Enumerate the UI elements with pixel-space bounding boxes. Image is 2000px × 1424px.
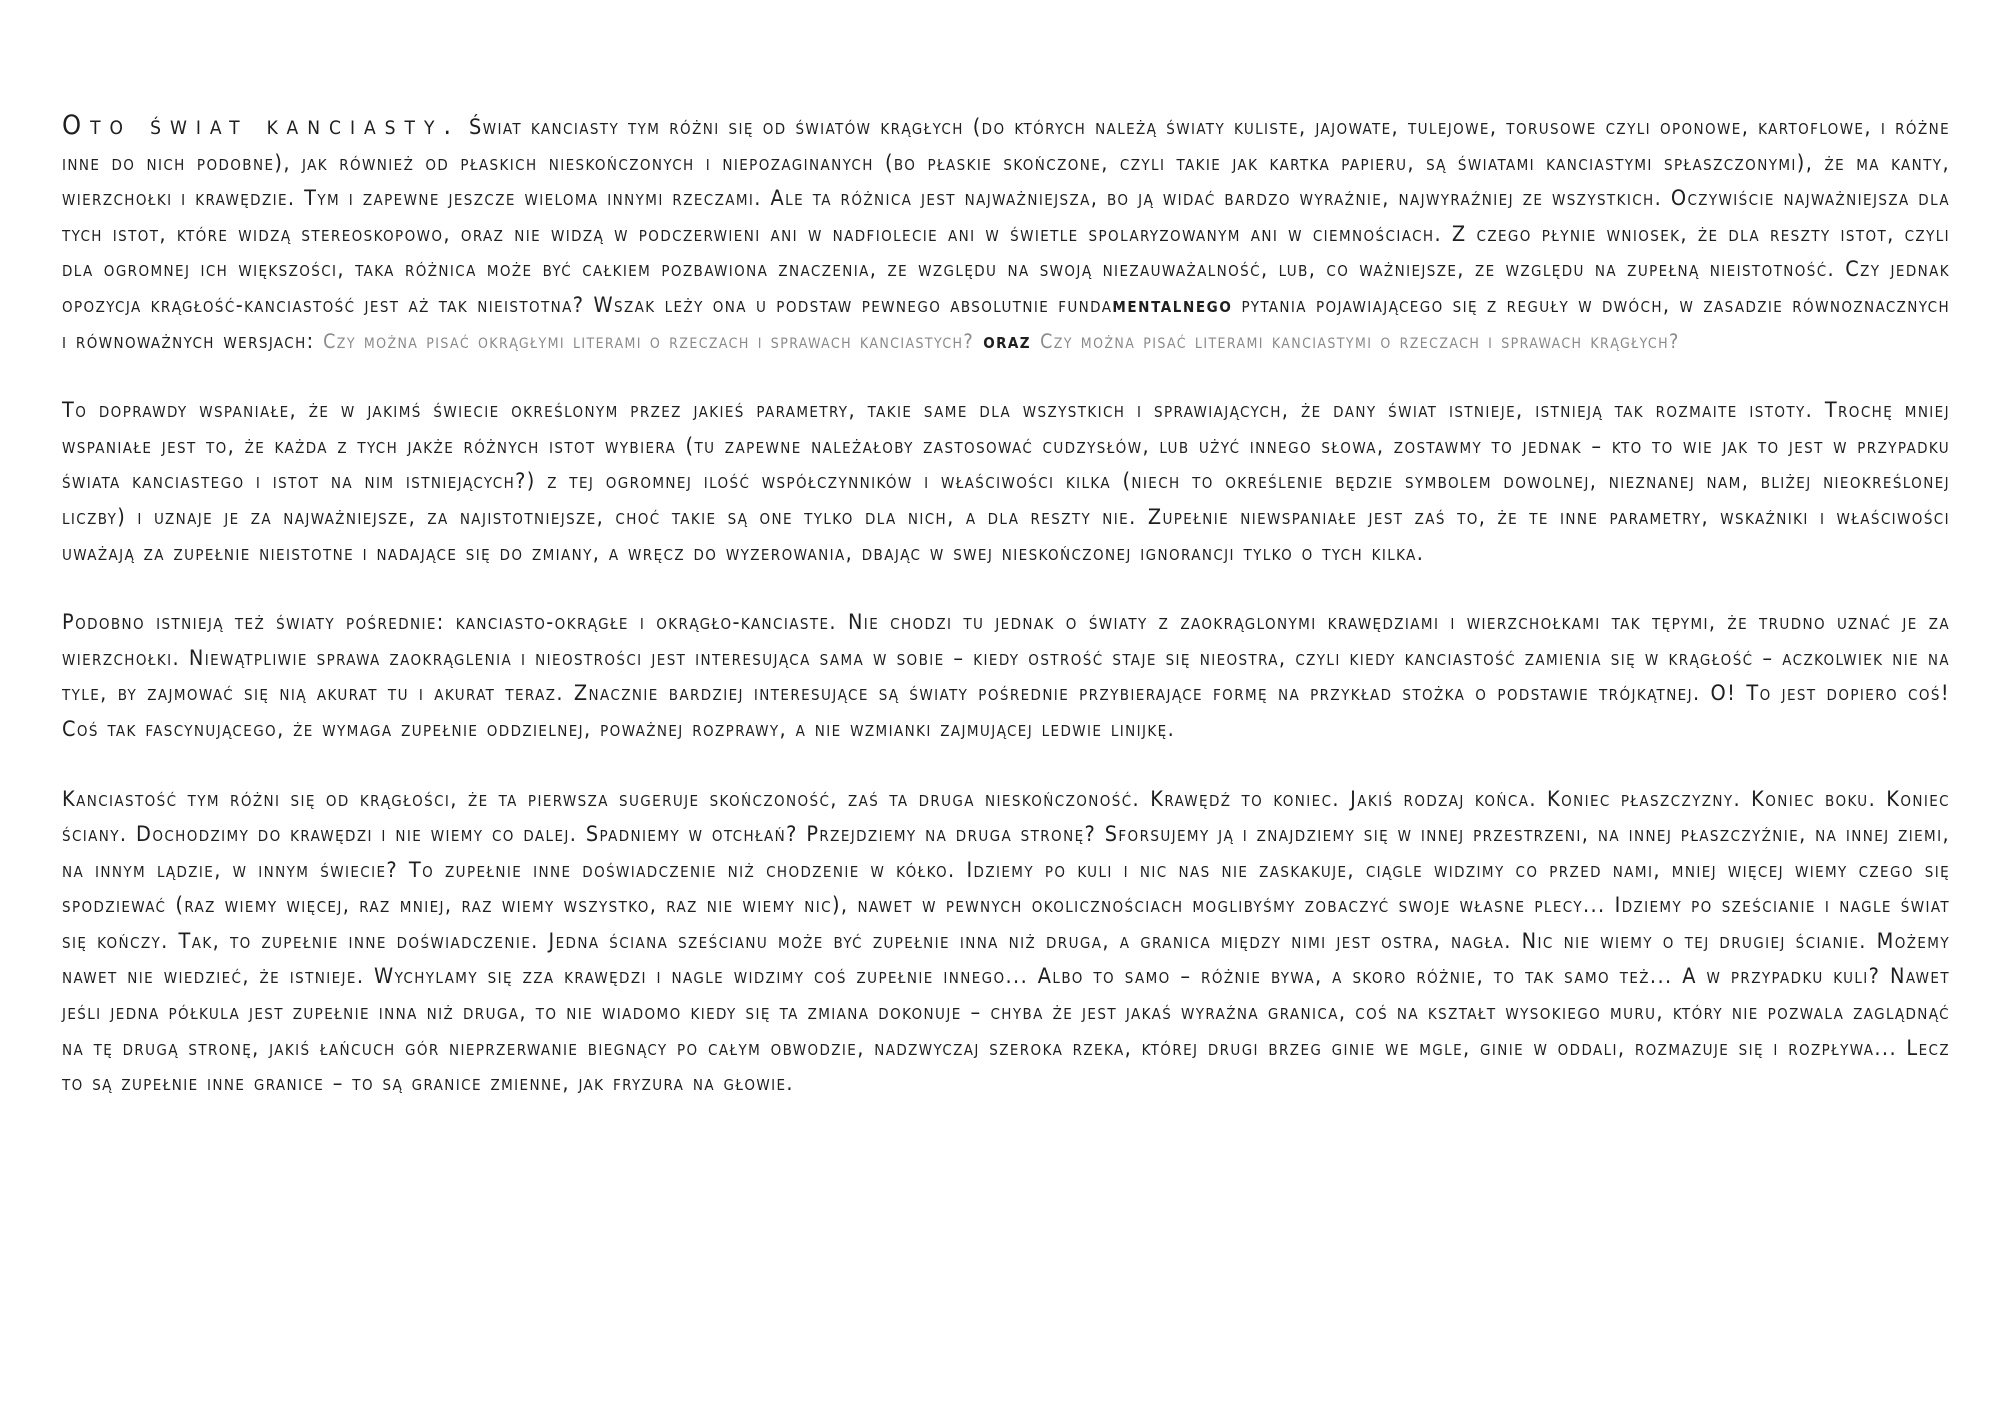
- paragraph-1-text-b: pytania pojawiającego się z reguły w dwóch, w zasadzie równoznacznych i równoważnych wersjach:: [62, 292, 1950, 354]
- document-page: [62, 108, 1950, 1136]
- question-connector: oraz: [974, 328, 1041, 354]
- paragraph-1-text-a: Świat kanciasty tym różni się od światów krągłych (do których należą światy kuliste, jajowate, tulejowe, torusowe czyli oponowe, kartoflowe, i różne inne do nich podobne), jak również od płaskich nieskończonych i niepozaginanych (bo płaskie skończone, czyli takie jak kartka papieru, są światami kanciastymi spłaszczonymi), że ma kanty, wierzchołki i krawędzie. Tym i zapewne jeszcze wieloma innymi rzeczami. Ale ta różnica jest najważniejsza, bo ją widać bardzo wyraźnie, najwyraźniej ze wszystkich. Oczywiście najważniejsza dla tych istot, które widzą stereoskopowo, oraz nie widzą w podczerwieni ani w nadfiolecie ani w świetle spolaryzowanym ani w ciemnościach. Z czego płynie wniosek, że dla reszty istot, czyli dla ogromnej ich większości, taka różnica może być całkiem pozbawiona znaczenia, ze względu na swoją niezauważalność, lub, co ważniejsze, ze względu na zupełną nieistotność. Czy jednak opozycja krągłość-kanciastość jest aż tak nieistotna? Wszak leży ona u podstaw pewnego absolutnie funda: [62, 115, 1950, 318]
- paragraph-1: [62, 108, 1950, 359]
- paragraph-2: To doprawdy wspaniałe, że w jakimś świecie określonym przez jakieś parametry, takie same dla wszystkich i sprawiających, że dany świat istnieje, istnieją tak rozmaite istoty. Trochę mniej wspaniałe jest to, że każda z tych jakże różnych istot wybiera (tu zapewne należałoby zastosować cudzysłów, lub użyć innego słowa, zostawmy to jednak – kto to wie jak to jest w przypadku świata kanciastego i istot na nim istniejących?) z tej ogromnej ilość współczynników i właściwości kilka (niech to określenie będzie symbolem dowolnej, nieznanej nam, bliżej nieokreślonej liczby) i uznaje je za najważniejsze, za najistotniejsze, choć takie są one tylko dla nich, a dla reszty nie. Zupełnie niewspaniałe jest zaś to, że te inne parametry, wskaźniki i właściwości uważają za zupełnie nieistotne i nadające się do zmiany, a wręcz do wyzerowania, dbając w swej nieskończonej ignorancji tylko o tych kilka.: [62, 398, 1950, 566]
- paragraph-1-bold-fragment: mentalnego: [1112, 292, 1233, 318]
- opening-phrase: Oto świat kanciasty.: [62, 110, 461, 141]
- question-angular-letters: Czy można pisać literami kanciastymi o rzeczach i sprawach krągłych?: [1040, 329, 1680, 353]
- paragraph-3: Podobno istnieją też światy pośrednie: kanciasto-okrągłe i okrągło-kanciaste. Nie chodzi tu jednak o światy z zaokrąglonymi krawędziami i wierzchołkami tak tępymi, że trudno uznać je za wierzchołki. Niewątpliwie sprawa zaokrąglenia i nieostrości jest interesująca sama w sobie – kiedy ostrość staje się nieostra, czyli kiedy kanciastość zamienia się w krągłość – aczkolwiek nie na tyle, by zajmować się nią akurat tu i akurat teraz. Znacznie bardziej interesujące są światy pośrednie przybierające formę na przykład stożka o podstawie trójkątnej. O! To jest dopiero coś! Coś tak fascynującego, że wymaga zupełnie oddzielnej, poważnej rozprawy, a nie wzmianki zajmującej ledwie linijkę.: [62, 610, 1950, 742]
- question-round-letters: Czy można pisać okrągłymi literami o rzeczach i sprawach kanciastych?: [323, 329, 975, 353]
- paragraph-4: Kanciastość tym różni się od krągłości, że ta pierwsza sugeruje skończoność, zaś ta druga nieskończoność. Krawędź to koniec. Jakiś rodzaj końca. Koniec płaszczyzny. Koniec boku. Koniec ściany. Dochodzimy do krawędzi i nie wiemy co dalej. Spadniemy w otchłań? Przejdziemy na druga stronę? Sforsujemy ją i znajdziemy się w innej przestrzeni, na innej płaszczyźnie, na innej ziemi, na innym lądzie, w innym świecie? To zupełnie inne doświadczenie niż chodzenie w kółko. Idziemy po kuli i nic nas nie zaskakuje, ciągle widzimy co przed nami, mniej więcej wiemy czego się spodziewać (raz wiemy więcej, raz mniej, raz wiemy wszystko, raz nie wiemy nic), nawet w pewnych okolicznościach moglibyśmy zobaczyć swoje własne plecy... Idziemy po sześcianie i nagle świat się kończy. Tak, to zupełnie inne doświadczenie. Jedna ściana sześcianu może być zupełnie inna niż druga, a granica między nimi jest ostra, nagła. Nic nie wiemy o tej drugiej ścianie. Możemy nawet nie wiedzieć, że istnieje. Wychylamy się zza krawędzi i nagle widzimy coś zupełnie innego... Albo to samo – różnie bywa, a skoro różnie, to tak samo też... A w przypadku kuli? Nawet jeśli jedna półkula jest zupełnie inna niż druga, to nie wiadomo kiedy się ta zmiana dokonuje – chyba że jest jakaś wyraźna granica, coś na kształt wysokiego muru, który nie pozwala zaglądnąć na tę drugą stronę, jakiś łańcuch gór nieprzerwanie biegnący po całym obwodzie, nadzwyczaj szeroka rzeka, której drugi brzeg ginie we mgle, ginie w oddali, rozmazuje się i rozpływa... Lecz to są zupełnie inne granice – to są granice zmienne, jak fryzura na głowie.: [62, 786, 1950, 1097]
